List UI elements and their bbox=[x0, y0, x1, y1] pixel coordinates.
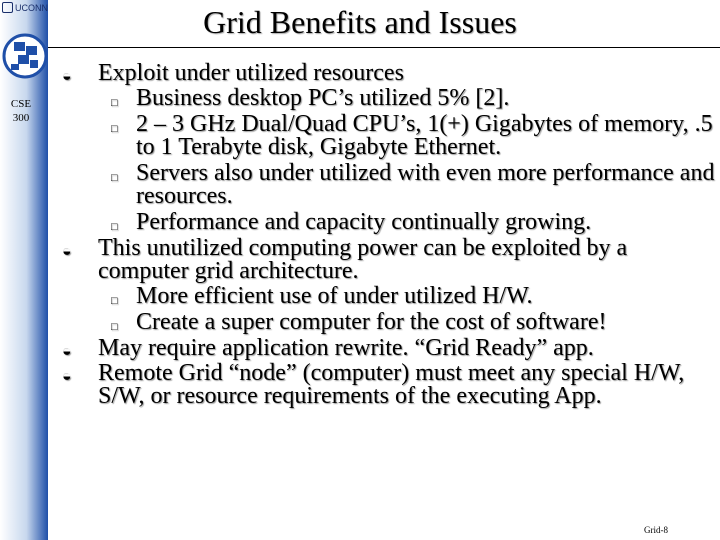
bullet-text: Create a super computer for the cost of software! bbox=[136, 309, 607, 335]
hollow-square-icon: □ bbox=[111, 295, 118, 307]
bullet-level-1 bbox=[62, 237, 717, 283]
m-bullet-icon: ◒ bbox=[62, 368, 72, 385]
slide-footer: Grid-8 bbox=[644, 525, 668, 535]
uconn-label: UCONN bbox=[15, 2, 48, 13]
bullet-text: Servers also under utilized with even more performance and resources. bbox=[136, 160, 715, 209]
bullet-text: More efficient use of under utilized H/W. bbox=[136, 283, 533, 309]
hollow-square-icon: □ bbox=[111, 321, 118, 333]
slide-title: Grid Benefits and Issues bbox=[203, 4, 517, 40]
bullet-level-1 bbox=[62, 362, 717, 408]
title-rule bbox=[48, 47, 720, 48]
bullet-list bbox=[62, 62, 717, 410]
m-bullet-icon: ◒ bbox=[62, 243, 72, 260]
hollow-square-icon: □ bbox=[111, 221, 118, 233]
bullet-level-2 bbox=[62, 87, 717, 110]
bullet-text: This unutilized computing power can be exploited by a computer grid architecture. bbox=[98, 235, 628, 284]
bullet-text: Business desktop PC’s utilized 5% [2]. bbox=[136, 85, 510, 111]
bullet-text: Exploit under utilized resources bbox=[98, 60, 404, 86]
bullet-level-1 bbox=[62, 337, 717, 360]
bullet-level-2 bbox=[62, 311, 717, 334]
course-number: 300 bbox=[12, 112, 30, 124]
course-code: CSE bbox=[10, 98, 32, 110]
hollow-square-icon: □ bbox=[111, 97, 118, 109]
m-bullet-icon: ◒ bbox=[62, 343, 72, 360]
hollow-square-icon: □ bbox=[111, 123, 118, 135]
bullet-text: Remote Grid “node” (computer) must meet any special H/W, S/W, or resource requirements of the executing App. bbox=[98, 360, 685, 409]
bullet-text: May require application rewrite. “Grid Ready” app. bbox=[98, 335, 594, 361]
hollow-square-icon: □ bbox=[111, 172, 118, 184]
bullet-level-2 bbox=[62, 113, 717, 159]
m-bullet-icon: ◒ bbox=[62, 68, 72, 85]
bullet-text: 2 – 3 GHz Dual/Quad CPU’s, 1(+) Gigabytes of memory, .5 to 1 Terabyte disk, Gigabyte Ethernet. bbox=[136, 111, 713, 160]
bullet-text: Performance and capacity continually growing. bbox=[136, 209, 592, 235]
bullet-level-1 bbox=[62, 62, 717, 85]
bullet-level-2 bbox=[62, 285, 717, 308]
bullet-level-2 bbox=[62, 162, 717, 208]
bullet-level-2 bbox=[62, 211, 717, 234]
